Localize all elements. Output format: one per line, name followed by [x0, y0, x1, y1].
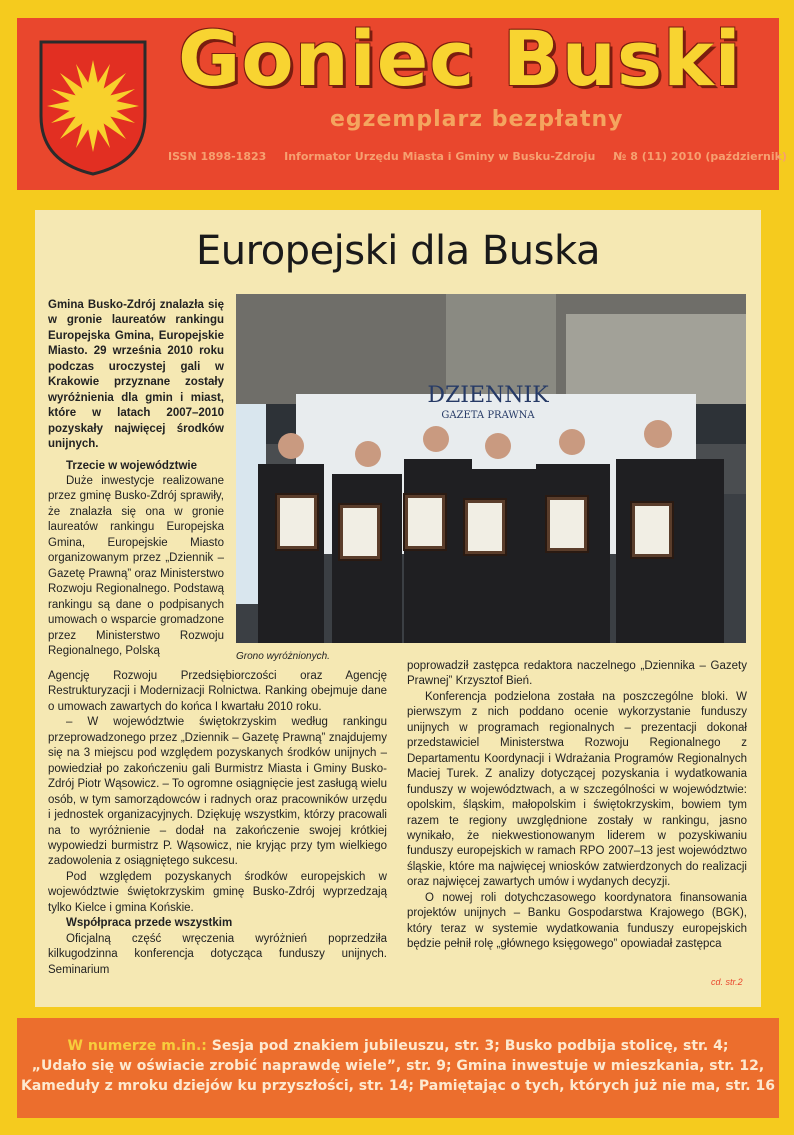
contents-line-1	[17, 1036, 779, 1056]
masthead-subtitle: egzemplarz bezpłatny	[330, 107, 624, 132]
paragraph-4-continued: poprowadził zastępca redaktora naczelnego „Dziennika – Gazety Prawnej” Krzysztof Bień.	[407, 660, 747, 688]
contents-line-2: „Udało się w oświacie zrobić naprawdę wiele”, str. 9; Gmina inwestuje w mieszkania, str. 12,	[31, 1058, 765, 1074]
contents-label: W numerze m.in.:	[67, 1038, 207, 1054]
award-photo	[236, 294, 746, 643]
photo-banner-text: DZIENNIK	[427, 383, 549, 408]
article-bottom-left-column	[48, 669, 387, 978]
paragraph-1: Duże inwestycje realizowane przez gminę Busko-Zdrój sprawiły, że znalazła się ona w gronie laureatów rankingu Europejska Gmina, Europejskie Miasto organizowanym przez „Dziennik – Gazetę Prawną” oraz Ministerstwo Rozwoju Regionalnego. Podstawą rankingu są dane o podpisanych umowach o wsparcie gromadzone przez Ministerstwo Rozwoju Regionalnego, Polską	[48, 474, 224, 657]
masthead-info-line	[168, 150, 794, 163]
continued-note: cd. str.2	[711, 977, 743, 987]
article-left-column	[48, 298, 224, 659]
sun-crest-icon	[37, 38, 149, 178]
subhead-third-in-region: Trzecie w województwie	[66, 459, 198, 472]
contents-line-3: Kameduły z mroku dziejów ku przyszłości, str. 14; Pamiętając o tych, których już nie ma, str. 16	[21, 1078, 775, 1094]
paragraph-2: – W województwie świętokrzyskim według rankingu przeprowadzonego przez „Dziennik – Gazetę Prawną” znajdujemy się na 3 miejscu pod względem pozyskanych środków unijnych – powiedział po zakończeniu gali Burmistrz Miasta i Gminy Busko-Zdrój Piotr Wąsowicz. – To ogromne osiągnięcie jest zasługą wielu osób, w tym samorządowców i radnych oraz pracowników urzędu i jednostek organizacyjnych. Dziękuję wszystkim, którzy pracowali na to wyróżnienie – dodał na zakończenie swojej krótkiej wypowiedzi burmistrz P. Wąsowicz, nie kryjąc przy tym wielkiego zadowolenia z osiągniętego sukcesu.	[48, 716, 387, 868]
issn-number: ISSN 1898-1823	[168, 150, 267, 163]
article-headline: Europejski dla Buska	[196, 228, 600, 274]
photo-caption: Grono wyróżnionych.	[236, 651, 330, 662]
photo-banner-subtext: GAZETA PRAWNA	[441, 410, 535, 421]
paragraph-5: Konferencja podzielona została na poszczególne bloki. W pierwszym z nich poddano ocenie wykorzystanie funduszy unijnych w programach regionalnych – prezentacji dokonał przedstawiciel Ministerstwa Rozwoju Regionalnego z Departamentu Koordynacji i Wdrażania Programów Regionalnych Maciej Turek. Z analizy dotyczącej pozyskania i wydatkowania funduszy w województwach, a w szczególności w województwie: opolskim, śląskim, małopolskim i świętokrzyskim, bowiem tym razem te regiony uwzględnione zostały w rankingu, jasno wynikało, że niekwestionowanym liderem w pozyskiwaniu funduszy europejskich w ramach RPO 2007–13 jest województwo śląskie, które ma najwięcej wniosków zatwierdzonych do realizacji oraz najwięcej zawartych umów i wydanych decyzji.	[407, 690, 747, 889]
issue-number: № 8 (11) 2010 (październik)	[613, 150, 787, 163]
article-right-column	[407, 659, 747, 953]
masthead-title: Goniec Buski	[178, 14, 742, 103]
subhead-cooperation: Współpraca przede wszystkim	[66, 917, 233, 930]
contents-items-1: Sesja pod znakiem jubileuszu, str. 3; Busko podbija stolicę, str. 4;	[211, 1038, 729, 1054]
article-lead: Gmina Busko-Zdrój znalazła się w gronie laureatów rankingu Europejska Gmina, Europejskie Miasto. 29 września 2010 roku podczas uroczystej gali w Krakowie przyznane zostały wyróżnienia dla gmin i miast, które w latach 2007–2010 pozyskały najwięcej środków unijnych.	[48, 299, 224, 451]
informator-label: Informator Urzędu Miasta i Gminy w Busku-Zdroju	[284, 150, 596, 163]
paragraph-4: Oficjalną część wręczenia wyróżnień poprzedziła kilkugodzinna konferencja dotycząca funduszy unijnych. Seminarium	[48, 932, 387, 976]
issue-contents-text	[17, 1036, 779, 1096]
paragraph-3: Pod względem pozyskanych środków europejskich w województwie świętokrzyskim gminę Busko-Zdrój wyprzedzają tylko Kielce i gmina Końskie.	[48, 870, 387, 914]
paragraph-6: O nowej roli dotychczasowego koordynatora finansowania projektów unijnych – Banku Gospodarstwa Krajowego (BGK), który teraz w systemie wydatkowania funduszy europejskich będzie pełnił rolę „głównego księgowego” opowiadał zastępca	[407, 891, 747, 951]
paragraph-1-continued: Agencję Rozwoju Przedsiębiorczości oraz Agencję Restrukturyzacji i Modernizacji Rolnictwa. Ranking obejmuje dane o umowach zawartych do końca I kwartału 2010 roku.	[48, 670, 387, 713]
